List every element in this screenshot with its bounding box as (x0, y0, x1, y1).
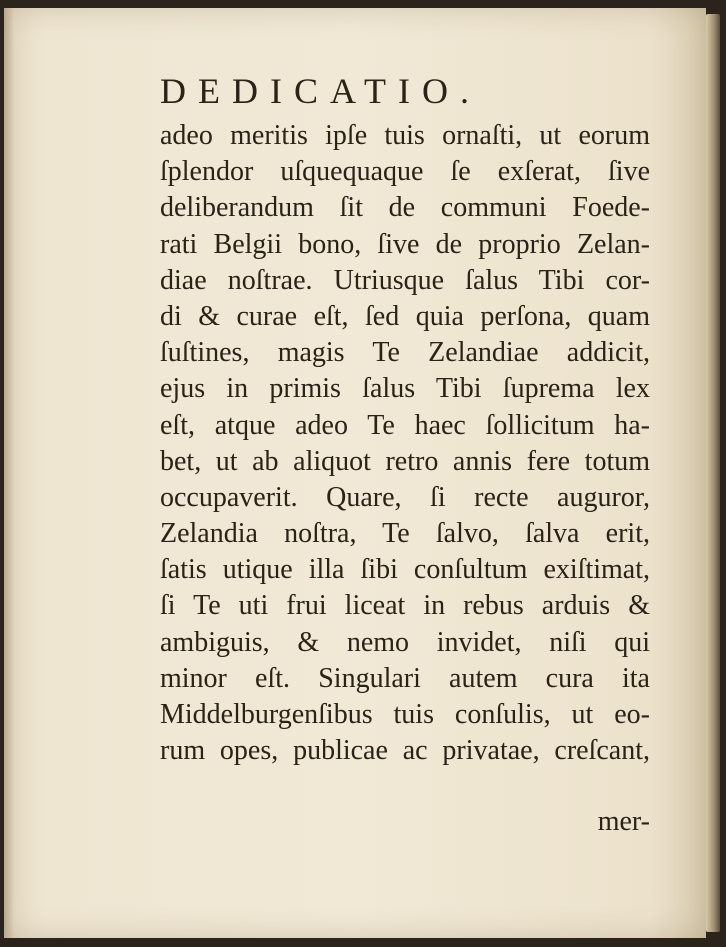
page-edge (706, 14, 720, 932)
text-line: Middelburgenſibus tuis conſulis, ut eo- (160, 699, 650, 730)
text-line: occupaverit. Quare, ſi recte auguror, (160, 481, 650, 513)
text-line: deliberandum ſit de communi Foede- (160, 192, 650, 224)
text-line: ejus in primis ſalus Tibi ſuprema lex (160, 373, 650, 405)
text-line: rum opes, publicae ac privatae, creſcant, (160, 735, 650, 767)
text-line: ſplendor uſquequaque ſe exſerat, ſive (160, 156, 650, 188)
text-line: ſi Te uti frui liceat in rebus arduis & (160, 590, 650, 622)
text-line: rati Belgii bono, ſive de proprio Zelan- (160, 228, 650, 260)
catchword: mer- (597, 806, 650, 837)
text-line: adeo meritis ipſe tuis ornaſti, ut eorum (160, 120, 650, 151)
text-line: ambiguis, & nemo invidet, niſi qui (160, 626, 650, 658)
text-line: diae noſtrae. Utriusque ſalus Tibi cor- (160, 264, 650, 296)
text-line: ſatis utique illa ſibi conſultum exiſtimat, (160, 554, 650, 586)
text-line: di & curae eſt, ſed quia perſona, quam (160, 300, 650, 332)
text-line: eſt, atque adeo Te haec ſollicitum ha- (160, 409, 650, 441)
text-line: bet, ut ab aliquot retro annis fere totum (160, 445, 650, 477)
body-text (160, 118, 650, 769)
text-line: ſuſtines, magis Te Zelandiae addicit, (160, 337, 650, 369)
text-line: minor eſt. Singulari autem cura ita (160, 662, 650, 694)
text-line: Zelandia noſtra, Te ſalvo, ſalva erit, (160, 518, 650, 550)
page-title: DEDICATIO. (160, 71, 481, 111)
